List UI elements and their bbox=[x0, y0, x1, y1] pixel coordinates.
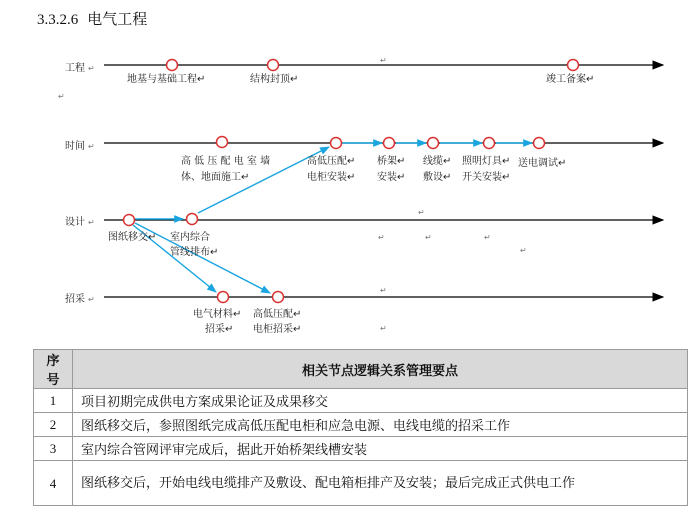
label-lighting-line1: 照明灯具↵ bbox=[462, 156, 511, 167]
section-title: 电气工程 bbox=[87, 10, 148, 28]
row-index: 1 bbox=[34, 389, 73, 413]
node-topping-out bbox=[268, 60, 279, 71]
label-lighting-line2: 开关安装↵ bbox=[462, 172, 511, 183]
section-number: 3.3.2.6 bbox=[37, 12, 79, 28]
label-drawing-handover: 图纸移交↵ bbox=[108, 232, 157, 243]
row-label-engineering: 工程 bbox=[65, 63, 85, 74]
table-row bbox=[34, 389, 688, 413]
header-points: 相关节点逻辑关系管理要点 bbox=[73, 350, 688, 389]
paragraph-mark: ↵ bbox=[484, 233, 491, 242]
row-text: 图纸移交后，开始电线电缆排产及敷设、配电箱柜排产及安装；最后完成正式供电工作 bbox=[73, 461, 688, 506]
row-label-marks bbox=[88, 64, 95, 304]
row-label-procurement: 招采 bbox=[65, 294, 85, 305]
row-mark-procurement: ↵ bbox=[88, 295, 95, 304]
label-cable-line2: 敷设↵ bbox=[423, 172, 452, 183]
management-points-table bbox=[33, 349, 688, 506]
row-index: 2 bbox=[34, 413, 73, 437]
node-drawing-handover bbox=[124, 215, 135, 226]
row-index: 4 bbox=[34, 461, 73, 506]
label-cabinet-install-line2: 电柜安装↵ bbox=[307, 172, 356, 183]
paragraph-mark: ↵ bbox=[380, 56, 387, 65]
row-mark-engineering: ↵ bbox=[88, 64, 95, 73]
node-pipe-layout bbox=[187, 214, 198, 225]
node-lighting-switch bbox=[484, 138, 495, 149]
label-tray-line2: 安装↵ bbox=[377, 172, 406, 183]
row-labels bbox=[65, 61, 85, 305]
node-cabinet-install bbox=[331, 138, 342, 149]
row-mark-time: ↵ bbox=[88, 142, 95, 151]
label-pipe-layout-line2: 管线排布↵ bbox=[170, 247, 219, 258]
row-index: 3 bbox=[34, 437, 73, 461]
table-row bbox=[34, 461, 688, 506]
label-substation-line1: 高 低 压 配 电 室 墙 bbox=[181, 156, 271, 167]
table-header-row bbox=[34, 350, 688, 389]
label-cabinet-proc-line1: 高低压配↵ bbox=[253, 309, 302, 320]
label-cabinet-install-line1: 高低压配↵ bbox=[307, 156, 356, 167]
row-text: 图纸移交后，参照图纸完成高低压配电柜和应急电源、电线电缆的招采工作 bbox=[73, 413, 688, 437]
label-power-test: 送电调试↵ bbox=[518, 158, 567, 169]
node-power-test bbox=[534, 138, 545, 149]
table-row bbox=[34, 413, 688, 437]
node-material-procurement bbox=[218, 292, 229, 303]
label-completion-filing: 竣工备案↵ bbox=[546, 74, 595, 85]
row-text: 项目初期完成供电方案成果论证及成果移交 bbox=[73, 389, 688, 413]
row-text: 室内综合管网评审完成后，据此开始桥架线槽安装 bbox=[73, 437, 688, 461]
label-pipe-layout-line1: 室内综合 bbox=[170, 232, 210, 243]
paragraph-mark: ↵ bbox=[418, 208, 425, 217]
header-index: 序号 bbox=[34, 350, 73, 389]
label-substation-line2: 体、地面施工↵ bbox=[181, 172, 250, 183]
paragraph-mark: ↵ bbox=[58, 92, 65, 101]
table-row bbox=[34, 437, 688, 461]
row-mark-design: ↵ bbox=[88, 218, 95, 227]
label-tray-line1: 桥架↵ bbox=[377, 156, 406, 167]
node-labels bbox=[108, 72, 594, 335]
label-material-line1: 电气材料↵ bbox=[193, 309, 242, 320]
label-foundation: 地基与基础工程↵ bbox=[127, 74, 206, 85]
label-material-line2: 招采↵ bbox=[205, 324, 234, 335]
node-cable-laying bbox=[428, 138, 439, 149]
node-foundation bbox=[167, 60, 178, 71]
node-substation-construction bbox=[217, 137, 228, 148]
paragraph-mark: ↵ bbox=[425, 233, 432, 242]
node-cabinet-procurement bbox=[273, 292, 284, 303]
node-cable-tray bbox=[384, 138, 395, 149]
label-topping-out: 结构封顶↵ bbox=[250, 74, 299, 85]
paragraph-mark: ↵ bbox=[380, 324, 387, 333]
label-cable-line1: 线缆↵ bbox=[423, 156, 452, 167]
paragraph-mark: ↵ bbox=[378, 233, 385, 242]
label-cabinet-proc-line2: 电柜招采↵ bbox=[253, 324, 302, 335]
paragraph-mark: ↵ bbox=[380, 286, 387, 295]
row-label-design: 设计 bbox=[65, 217, 85, 228]
row-label-time: 时间 bbox=[65, 141, 85, 152]
paragraph-marks bbox=[58, 56, 527, 333]
paragraph-mark: ↵ bbox=[520, 246, 527, 255]
node-completion-filing bbox=[568, 60, 579, 71]
